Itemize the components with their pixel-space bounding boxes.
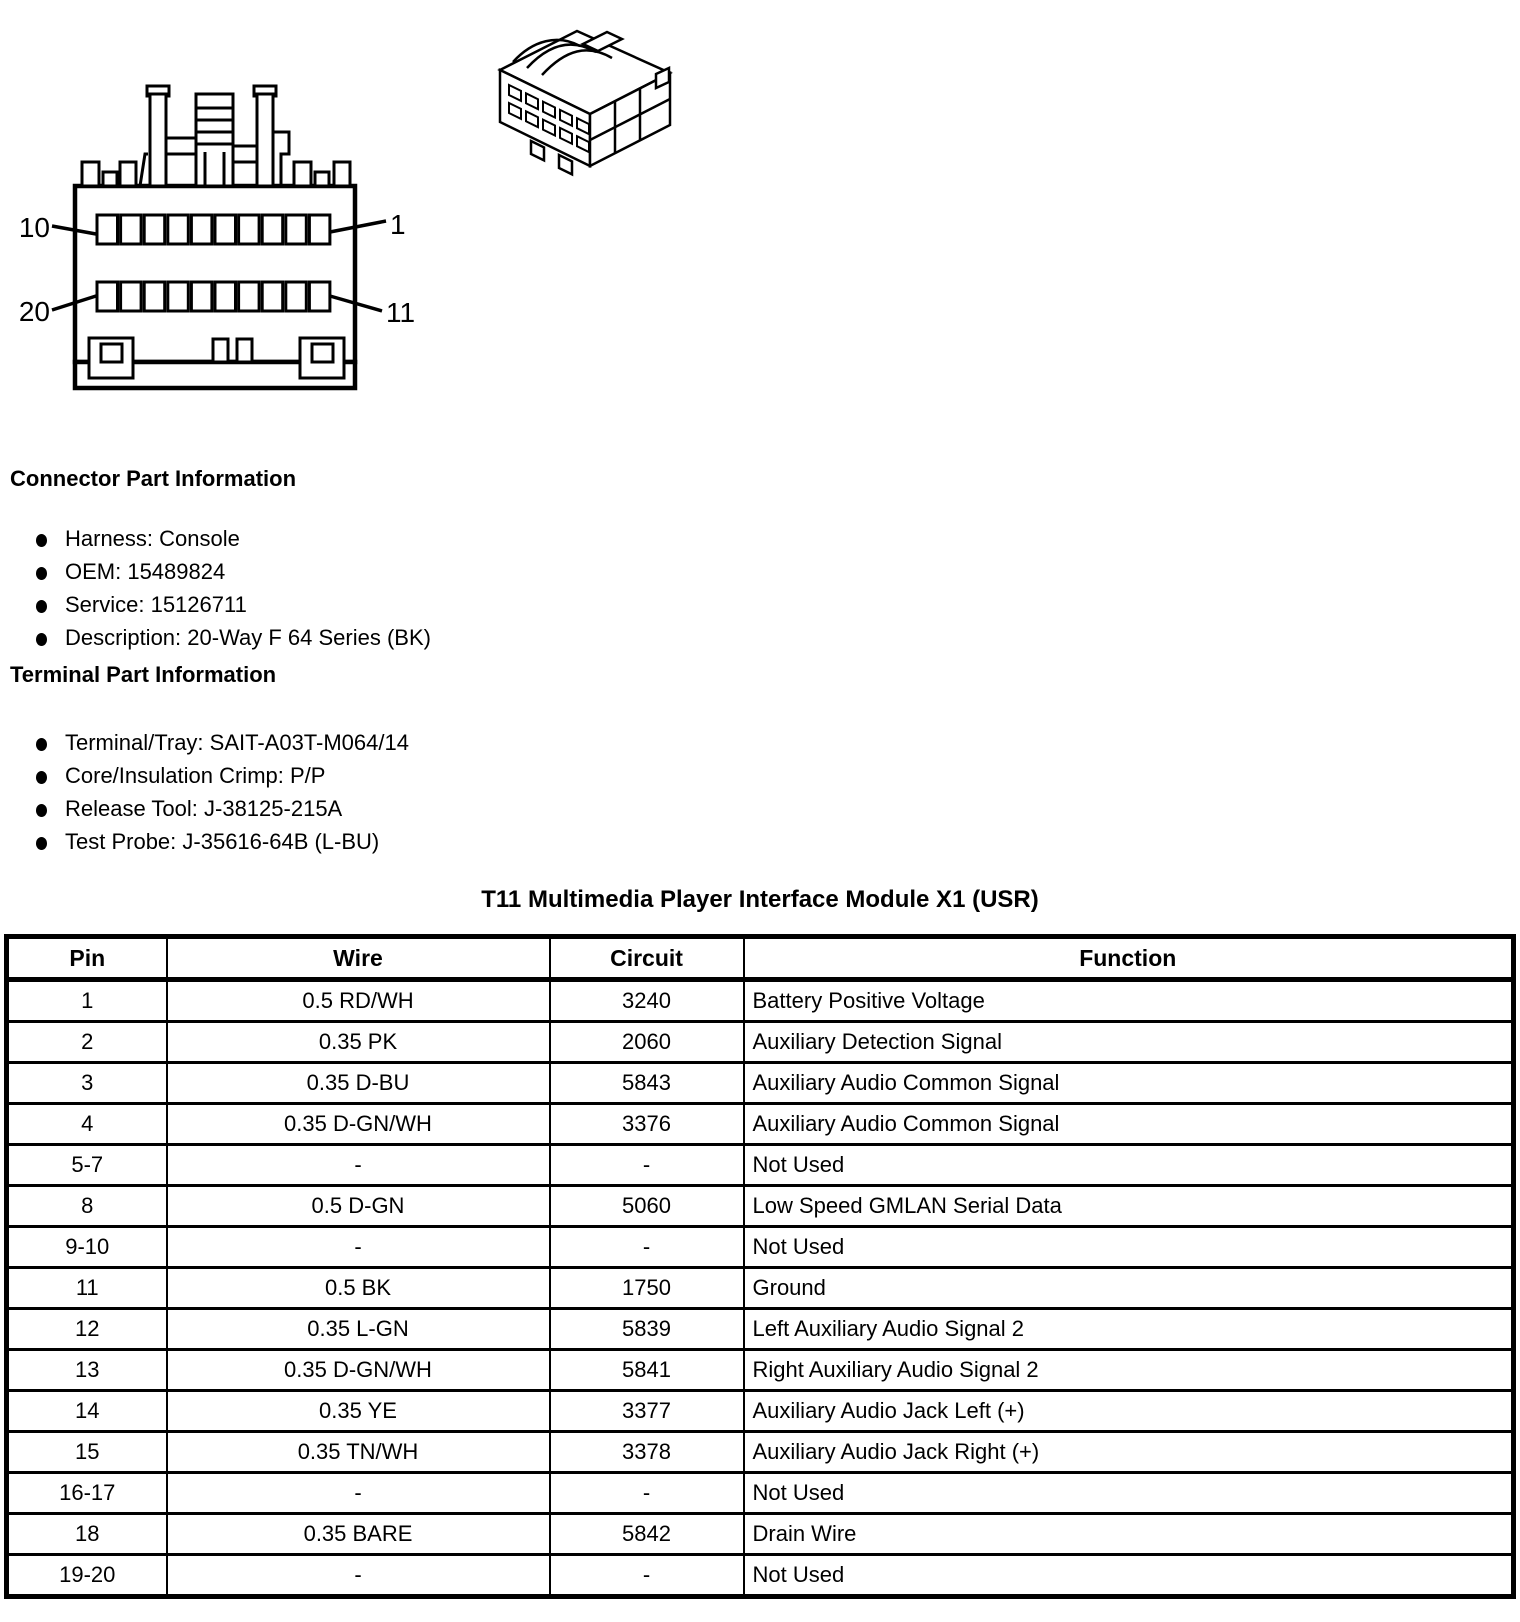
table-cell: - [167,1145,550,1186]
table-cell: - [167,1473,550,1514]
table-row [7,1514,1514,1555]
table-cell: - [167,1555,550,1597]
table-cell: 4 [7,1104,167,1145]
table-cell: 3376 [550,1104,744,1145]
table-cell: 0.35 YE [167,1391,550,1432]
pin-table-body [7,980,1514,1597]
table-row [7,1391,1514,1432]
table-row [7,980,1514,1022]
table-cell: Auxiliary Audio Common Signal [744,1104,1514,1145]
table-cell: 0.35 PK [167,1022,550,1063]
table-cell: 5843 [550,1063,744,1104]
connector-part-info-list [36,522,431,654]
pin-1-label: 1 [390,209,406,240]
table-cell: Drain Wire [744,1514,1514,1555]
pin-table-title: T11 Multimedia Player Interface Module X1 (USR) [481,886,1039,913]
table-cell: - [550,1473,744,1514]
table-cell: 1 [7,980,167,1022]
table-row [7,1227,1514,1268]
table-cell: Right Auxiliary Audio Signal 2 [744,1350,1514,1391]
pin-table [4,934,1516,1599]
column-header-wire: Wire [167,937,550,980]
table-cell: 3240 [550,980,744,1022]
table-row [7,1268,1514,1309]
table-cell: Auxiliary Audio Common Signal [744,1063,1514,1104]
bullet-item: Test Probe: J-35616-64B (L-BU) [36,825,409,858]
table-cell: 0.35 D-BU [167,1063,550,1104]
table-cell: Not Used [744,1145,1514,1186]
table-row [7,1350,1514,1391]
table-cell: 0.5 BK [167,1268,550,1309]
table-cell: 8 [7,1186,167,1227]
table-cell: Battery Positive Voltage [744,980,1514,1022]
bullet-item: Release Tool: J-38125-215A [36,792,409,825]
table-cell: Auxiliary Audio Jack Left (+) [744,1391,1514,1432]
table-cell: 19-20 [7,1555,167,1597]
table-cell: Low Speed GMLAN Serial Data [744,1186,1514,1227]
table-row [7,1186,1514,1227]
table-cell: 9-10 [7,1227,167,1268]
table-cell: 12 [7,1309,167,1350]
table-cell: 0.35 BARE [167,1514,550,1555]
table-cell: 3 [7,1063,167,1104]
table-cell: 11 [7,1268,167,1309]
bullet-item: Description: 20-Way F 64 Series (BK) [36,621,431,654]
pin-20-label: 20 [18,296,50,327]
table-cell: Not Used [744,1555,1514,1597]
bullet-item: Terminal/Tray: SAIT-A03T-M064/14 [36,726,409,759]
table-row [7,1022,1514,1063]
table-cell: - [550,1555,744,1597]
terminal-part-info-heading: Terminal Part Information [10,662,277,687]
connector-part-info-heading: Connector Part Information [10,466,297,491]
table-cell: 5842 [550,1514,744,1555]
table-cell: 0.35 L-GN [167,1309,550,1350]
table-cell: 0.5 D-GN [167,1186,550,1227]
table-row [7,1555,1514,1597]
table-cell: 5839 [550,1309,744,1350]
table-cell: - [550,1227,744,1268]
column-header-circuit: Circuit [550,937,744,980]
table-cell: 3377 [550,1391,744,1432]
table-row [7,1432,1514,1473]
pin-10-label: 10 [18,212,50,243]
table-cell: 2 [7,1022,167,1063]
table-cell: 16-17 [7,1473,167,1514]
table-cell: Not Used [744,1227,1514,1268]
table-cell: 1750 [550,1268,744,1309]
pin-11-label: 11 [386,297,416,328]
table-cell: - [550,1145,744,1186]
table-cell: Left Auxiliary Audio Signal 2 [744,1309,1514,1350]
table-cell: 5-7 [7,1145,167,1186]
table-row [7,1063,1514,1104]
table-cell: Ground [744,1268,1514,1309]
table-cell: 3378 [550,1432,744,1473]
terminal-part-info-list [36,726,409,858]
table-cell: 13 [7,1350,167,1391]
table-cell: 5841 [550,1350,744,1391]
table-cell: Auxiliary Detection Signal [744,1022,1514,1063]
table-cell: 2060 [550,1022,744,1063]
table-cell: 18 [7,1514,167,1555]
bullet-item: OEM: 15489824 [36,555,431,588]
table-row [7,1473,1514,1514]
table-cell: 15 [7,1432,167,1473]
bullet-item: Harness: Console [36,522,431,555]
table-row [7,1145,1514,1186]
table-row [7,1104,1514,1145]
bullet-item: Service: 15126711 [36,588,431,621]
table-cell: 5060 [550,1186,744,1227]
column-header-function: Function [744,937,1514,980]
table-cell: 0.35 D-GN/WH [167,1350,550,1391]
table-cell: - [167,1227,550,1268]
table-header-row [7,937,1514,980]
table-cell: 0.5 RD/WH [167,980,550,1022]
table-cell: Not Used [744,1473,1514,1514]
table-cell: Auxiliary Audio Jack Right (+) [744,1432,1514,1473]
table-cell: 0.35 D-GN/WH [167,1104,550,1145]
connector-diagram [0,0,760,430]
table-cell: 0.35 TN/WH [167,1432,550,1473]
table-row [7,1309,1514,1350]
table-cell: 14 [7,1391,167,1432]
bullet-item: Core/Insulation Crimp: P/P [36,759,409,792]
column-header-pin: Pin [7,937,167,980]
